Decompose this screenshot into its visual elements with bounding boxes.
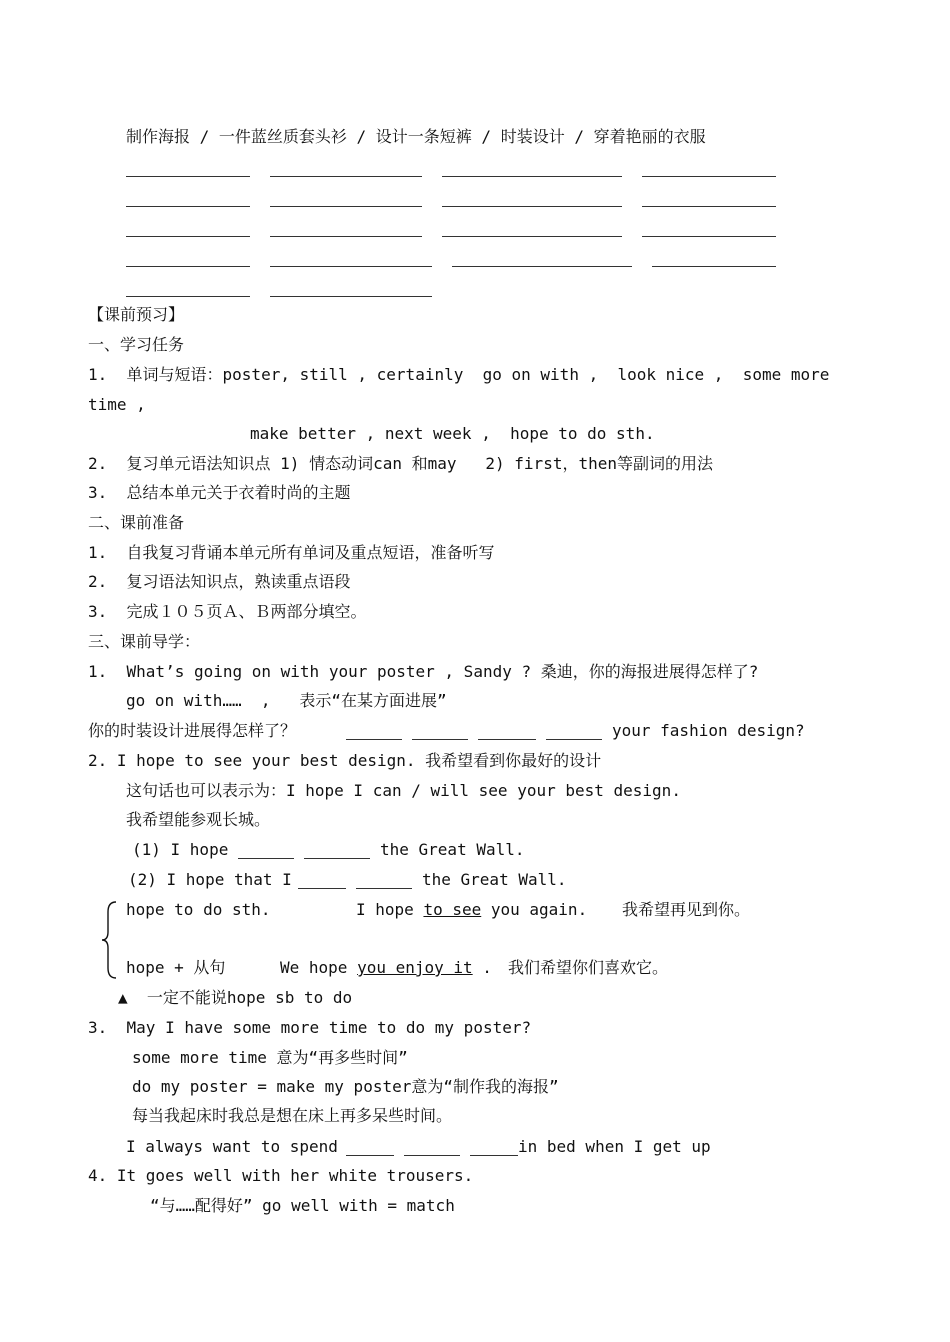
option-prompt: (2) I hope that I	[128, 870, 292, 889]
fill-blank[interactable]	[346, 1155, 394, 1156]
answer-blank[interactable]	[652, 266, 776, 267]
fill-blank[interactable]	[404, 1155, 460, 1156]
question-prompt-end: your fashion design?	[612, 721, 805, 740]
answer-blank[interactable]	[442, 236, 622, 237]
fill-blank[interactable]	[304, 858, 370, 859]
answer-blank[interactable]	[442, 206, 622, 207]
answer-blank[interactable]	[270, 296, 432, 297]
answer-blank[interactable]	[270, 176, 422, 177]
question-prompt: I always want to spend	[126, 1137, 338, 1156]
underlined-phrase: to see	[423, 900, 482, 919]
question-text: 3. May I have some more time to do my poster?	[88, 1018, 532, 1037]
preview-title: 【课前预习】	[88, 305, 185, 324]
answer-blank[interactable]	[126, 236, 250, 237]
question-note: 我希望能参观长城。	[126, 810, 271, 829]
question-text: 1. What’s going on with your poster , Sandy ? 桑迪，你的海报进展得怎样了?	[88, 662, 759, 681]
answer-blank[interactable]	[126, 176, 250, 177]
usage-translation: 我希望再见到你。	[622, 900, 751, 919]
fill-blank[interactable]	[346, 739, 402, 740]
fill-blank[interactable]	[238, 858, 294, 859]
question-note: some more time 意为“再多些时间”	[132, 1048, 408, 1067]
usage-example: I hope to see you again.	[356, 900, 588, 919]
list-item-continued: make better , next week , hope to do sth.	[250, 424, 655, 443]
usage-label: hope to do sth.	[126, 900, 271, 919]
list-item: 1. 自我复习背诵本单元所有单词及重点短语，准备听写	[88, 543, 495, 562]
question-note: “与……配得好” go well with = match	[150, 1196, 455, 1215]
list-item: 1. 单词与短语：poster, still , certainly go on with , look nice , some more	[88, 365, 830, 384]
question-note: 每当我起床时我总是想在床上再多呆些时间。	[132, 1106, 453, 1125]
underlined-phrase: you enjoy it	[357, 958, 473, 977]
fill-blank[interactable]	[470, 1155, 518, 1156]
section-heading: 一、学习任务	[88, 335, 185, 354]
question-text: 4. It goes well with her white trousers.	[88, 1166, 474, 1185]
answer-blank[interactable]	[126, 296, 250, 297]
option-prompt-end: the Great Wall.	[422, 870, 567, 889]
answer-blank[interactable]	[642, 236, 776, 237]
list-item: 2. 复习语法知识点，熟读重点语段	[88, 572, 351, 591]
answer-blank[interactable]	[642, 206, 776, 207]
question-prompt-end: in bed when I get up	[518, 1137, 711, 1156]
option-prompt-end: the Great Wall.	[380, 840, 525, 859]
section-heading: 三、课前导学：	[88, 632, 201, 651]
answer-blank[interactable]	[270, 206, 422, 207]
warning-note: ▲ 一定不能说hope sb to do	[118, 988, 353, 1007]
list-item-continued: time ,	[88, 395, 146, 414]
list-item: 3. 完成１０５页Ａ、Ｂ两部分填空。	[88, 602, 367, 621]
section-heading: 二、课前准备	[88, 513, 185, 532]
fill-blank[interactable]	[298, 888, 346, 889]
question-prompt: 你的时装设计进展得怎样了？	[88, 721, 297, 740]
answer-blank[interactable]	[126, 206, 250, 207]
option-prompt: (1) I hope	[132, 840, 229, 859]
answer-blank[interactable]	[270, 236, 422, 237]
curly-brace-icon	[100, 900, 118, 980]
list-item: 2. 复习单元语法知识点 1) 情态动词can 和may 2) first，then等副词的用法	[88, 454, 713, 473]
answer-blank[interactable]	[442, 176, 622, 177]
question-text: 2. I hope to see your best design. 我希望看到你最好的设计	[88, 751, 602, 770]
question-note: do my poster = make my poster意为“制作我的海报”	[132, 1077, 559, 1096]
question-note: go on with…… , 表示“在某方面进展”	[126, 691, 447, 710]
fill-blank[interactable]	[412, 739, 468, 740]
usage-translation: 我们希望你们喜欢它。	[508, 958, 669, 977]
answer-blank[interactable]	[452, 266, 632, 267]
fill-blank[interactable]	[478, 739, 536, 740]
usage-example: We hope you enjoy it .	[280, 958, 492, 977]
question-note: 这句话也可以表示为：I hope I can / will see your best design.	[126, 781, 681, 800]
fill-blank[interactable]	[356, 888, 412, 889]
list-item: 3. 总结本单元关于衣着时尚的主题	[88, 483, 351, 502]
usage-label: hope + 从句	[126, 958, 226, 977]
answer-blank[interactable]	[126, 266, 250, 267]
answer-blank[interactable]	[270, 266, 432, 267]
fill-blank[interactable]	[546, 739, 602, 740]
answer-blank[interactable]	[642, 176, 776, 177]
phrases-header: 制作海报 / 一件蓝丝质套头衫 / 设计一条短裤 / 时装设计 / 穿着艳丽的衣服	[126, 127, 706, 146]
